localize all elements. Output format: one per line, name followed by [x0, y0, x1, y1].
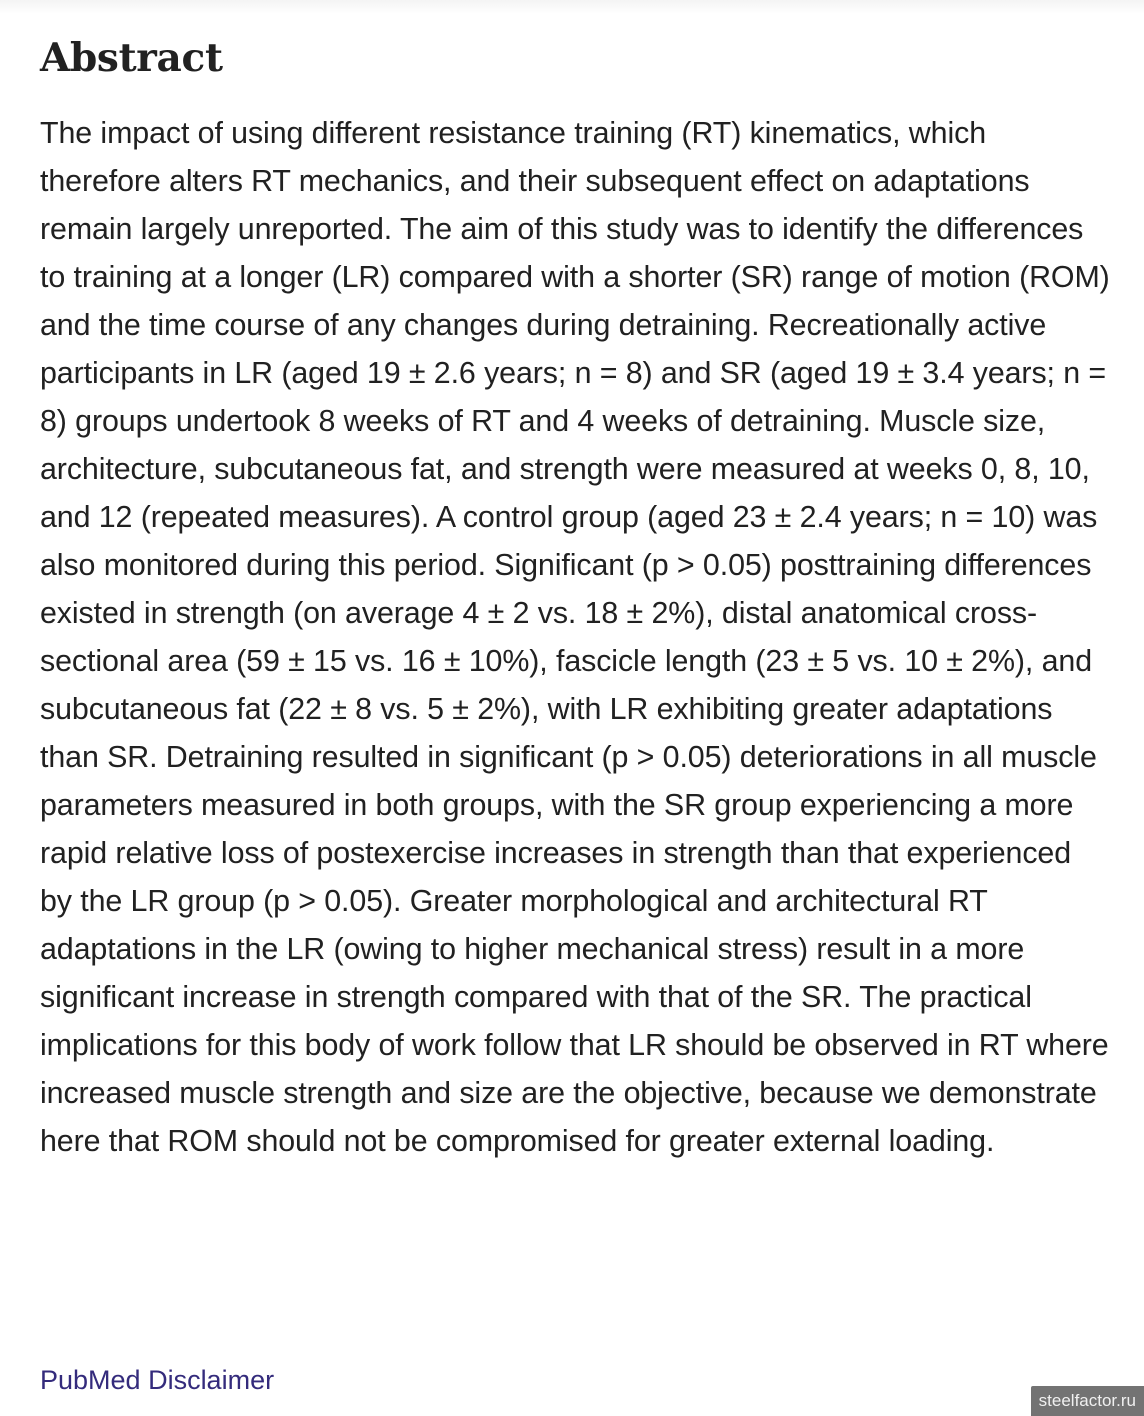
abstract-text: The impact of using different resistance training (RT) kinematics, which therefore alters RT mechanics, and their subsequent effect on adaptations remain largely unreported. The aim of this study was to identify the differences to training at a longer (LR) compared with a shorter (SR) range of motion (ROM) and the time course of any changes during detraining. Recreationally active participants in LR (aged 19 ± 2.6 years; n = 8) and SR (aged 19 ± 3.4 years; n = 8) groups undertook 8 weeks of RT and 4 weeks of detraining. Muscle size, architecture, subcutaneous fat, and strength were measured at weeks 0, 8, 10, and 12 (repeated measures). A control group (aged 23 ± 2.4 years; n = 10) was also monitored during this period. Significant (p > 0.05) posttraining differences existed in strength (on average 4 ± 2 vs. 18 ± 2%), distal anatomical cross-sectional area (59 ± 15 vs. 16 ± 10%), fascicle length (23 ± 5 vs. 10 ± 2%), and subcutaneous fat (22 ± 8 vs. 5 ± 2%), with LR exhibiting greater adaptations than SR. Detraining resulted in significant (p > 0.05) deteriorations in all muscle parameters measured in both groups, with the SR group experiencing a more rapid relative loss of postexercise increases in strength than that experienced by the LR group (p > 0.05). Greater morphological and architectural RT adaptations in the LR (owing to higher mechanical stress) result in a more significant increase in strength compared with that of the SR. The practical implications for this body of work follow that LR should be observed in RT where increased muscle strength and size are the objective, because we demonstrate here that ROM should not be compromised for greater external loading.: [40, 116, 1110, 1158]
pubmed-disclaimer-link[interactable]: PubMed Disclaimer: [40, 1365, 275, 1395]
abstract-heading: Abstract: [40, 35, 223, 81]
watermark: steelfactor.ru: [1031, 1386, 1144, 1416]
top-edge-shadow: [0, 0, 1144, 14]
